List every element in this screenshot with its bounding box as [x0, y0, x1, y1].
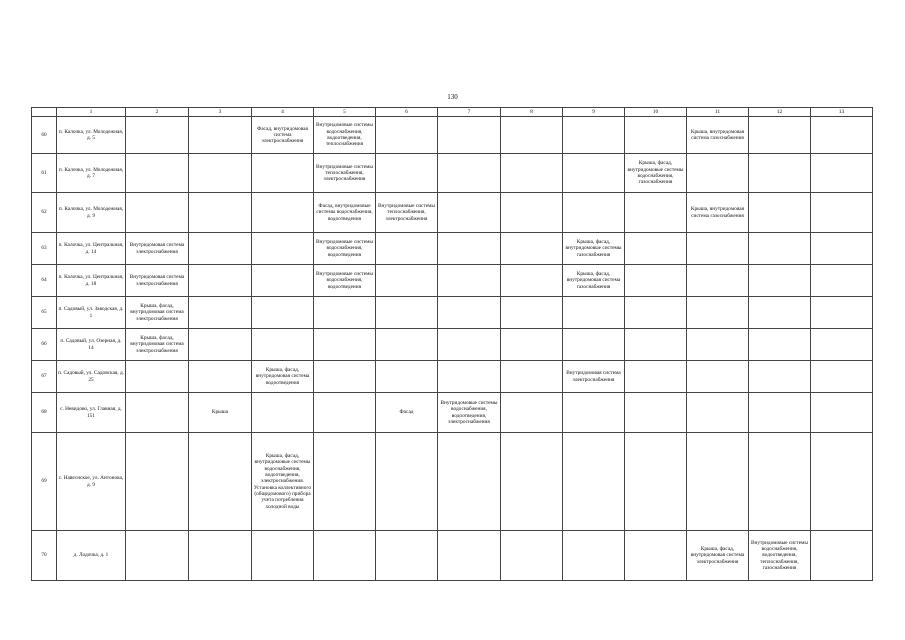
work-cell: [811, 361, 873, 393]
work-cell: [811, 329, 873, 361]
work-cell: [749, 393, 811, 433]
table-row: [32, 329, 873, 361]
work-cell: [501, 154, 563, 193]
work-cell: [189, 433, 252, 531]
row-number: 62: [32, 193, 57, 233]
work-cell: Внутридомовая система электроснабжения: [563, 361, 625, 393]
table-row: [32, 154, 873, 193]
work-cell: [252, 193, 314, 233]
column-header: 1: [57, 108, 126, 117]
table-row: [32, 233, 873, 265]
column-header: 7: [438, 108, 501, 117]
work-cell: [563, 297, 625, 329]
work-cell: [126, 117, 189, 154]
work-cell: Внутридомовая система электроснабжения: [126, 265, 189, 297]
work-cell: Фасад, внутридомовая система электроснабжения: [252, 117, 314, 154]
work-cell: [126, 393, 189, 433]
work-cell: [252, 297, 314, 329]
work-cell: [438, 297, 501, 329]
work-cell: [749, 233, 811, 265]
work-cell: [749, 361, 811, 393]
work-cell: [376, 233, 438, 265]
table-row: [32, 393, 873, 433]
page-number: 130: [447, 93, 458, 101]
address-cell: п. Садовый, ул. Садовская, д. 25: [57, 361, 126, 393]
work-cell: [811, 393, 873, 433]
work-cell: [252, 329, 314, 361]
column-header: 2: [126, 108, 189, 117]
work-cell: [687, 393, 749, 433]
work-cell: Крыша, фасад, внутридомовая система электроснабжения: [126, 297, 189, 329]
work-cell: [189, 117, 252, 154]
work-cell: Крыша: [189, 393, 252, 433]
work-cell: [687, 329, 749, 361]
work-cell: [687, 297, 749, 329]
work-cell: [749, 433, 811, 531]
address-cell: п. Калочка, ул. Молодежная, д. 5: [57, 117, 126, 154]
works-table: [31, 107, 873, 581]
work-cell: [314, 329, 376, 361]
work-cell: [625, 117, 687, 154]
work-cell: Внутридомовые системы водоснабжения, водоотведения, теплоснабжения: [314, 117, 376, 154]
column-header: 10: [625, 108, 687, 117]
work-cell: [501, 393, 563, 433]
work-cell: [314, 531, 376, 581]
table-row: [32, 297, 873, 329]
address-cell: п. Калочка, ул. Центральная, д. 14: [57, 233, 126, 265]
work-cell: [189, 265, 252, 297]
column-header: 3: [189, 108, 252, 117]
work-cell: [438, 117, 501, 154]
work-cell: [687, 233, 749, 265]
work-cell: [189, 233, 252, 265]
work-cell: [501, 265, 563, 297]
work-cell: [314, 433, 376, 531]
work-cell: Внутридомовые системы теплоснабжения, электроснабжения: [376, 193, 438, 233]
work-cell: [438, 361, 501, 393]
work-cell: Крыша, фасад, внутридомовая система водоотведения: [252, 361, 314, 393]
address-cell: п. Садовый, ул. Озерная, д. 14: [57, 329, 126, 361]
column-header: 8: [501, 108, 563, 117]
column-header: 6: [376, 108, 438, 117]
work-cell: Крыша, фасад, внутридомовые системы водоснабжения, водоотведения, электроснабжения. Установка коллективного (общедомового) прибора учета потребления холодной воды: [252, 433, 314, 531]
work-cell: Внутридомовые системы теплоснабжения, электроснабжения: [314, 154, 376, 193]
table-row: [32, 361, 873, 393]
column-header: 5: [314, 108, 376, 117]
work-cell: [252, 393, 314, 433]
work-cell: Внутридомовая система электроснабжения: [126, 233, 189, 265]
work-cell: [376, 329, 438, 361]
work-cell: [501, 117, 563, 154]
work-cell: Крыша, фасад, внутридомовая система электроснабжения: [687, 531, 749, 581]
address-cell: с. Невидово, ул. Главная, д. 151: [57, 393, 126, 433]
work-cell: [625, 193, 687, 233]
column-header: 9: [563, 108, 625, 117]
work-cell: [438, 531, 501, 581]
work-cell: [252, 265, 314, 297]
work-cell: [811, 193, 873, 233]
work-cell: [811, 531, 873, 581]
column-header-row: [32, 108, 873, 117]
work-cell: [126, 154, 189, 193]
row-number: 60: [32, 117, 57, 154]
work-cell: [189, 297, 252, 329]
work-cell: [376, 433, 438, 531]
work-cell: [501, 531, 563, 581]
table-row: [32, 531, 873, 581]
work-cell: [376, 154, 438, 193]
work-cell: [501, 233, 563, 265]
work-cell: [438, 265, 501, 297]
work-cell: Крыша, фасад, внутридомовая система газоснабжения: [563, 265, 625, 297]
address-cell: с. Навеснское, ул. Антонова, д. 9: [57, 433, 126, 531]
work-cell: [438, 329, 501, 361]
work-cell: [501, 433, 563, 531]
table-row: [32, 193, 873, 233]
table-row: [32, 117, 873, 154]
work-cell: [126, 361, 189, 393]
address-cell: п. Калочка, ул. Центральная, д. 18: [57, 265, 126, 297]
work-cell: [501, 297, 563, 329]
work-cell: [749, 329, 811, 361]
work-cell: Внутридомовые системы водоснабжения, водоотведения, теплоснабжения, газоснабжения: [749, 531, 811, 581]
work-cell: [625, 297, 687, 329]
column-header: [32, 108, 57, 117]
work-cell: [625, 433, 687, 531]
work-cell: [563, 433, 625, 531]
work-cell: [438, 193, 501, 233]
work-cell: [811, 265, 873, 297]
row-number: 61: [32, 154, 57, 193]
work-cell: [376, 265, 438, 297]
address-cell: д. Лодочка, д. 1: [57, 531, 126, 581]
work-cell: [749, 154, 811, 193]
work-cell: [314, 393, 376, 433]
row-number: 69: [32, 433, 57, 531]
work-cell: [189, 193, 252, 233]
work-cell: [252, 154, 314, 193]
work-cell: [625, 361, 687, 393]
work-cell: [314, 361, 376, 393]
address-cell: п. Калочка, ул. Молодежная, д. 7: [57, 154, 126, 193]
work-cell: [811, 297, 873, 329]
work-cell: [563, 329, 625, 361]
work-cell: [376, 297, 438, 329]
column-header: 11: [687, 108, 749, 117]
work-cell: [625, 531, 687, 581]
work-cell: [563, 193, 625, 233]
address-cell: п. Калочка, ул. Молодежная, д. 9: [57, 193, 126, 233]
work-cell: [749, 193, 811, 233]
row-number: 63: [32, 233, 57, 265]
work-cell: [126, 193, 189, 233]
work-cell: [126, 433, 189, 531]
work-cell: [501, 193, 563, 233]
work-cell: [749, 265, 811, 297]
work-cell: [376, 531, 438, 581]
table-row: [32, 433, 873, 531]
work-cell: Крыша, внутридомовая система газоснабжения: [687, 117, 749, 154]
work-cell: [314, 297, 376, 329]
work-cell: [501, 361, 563, 393]
work-cell: Внутридомовые системы водоснабжения, водоотведения: [314, 233, 376, 265]
work-cell: [811, 154, 873, 193]
work-cell: Фасад, внутридомовые системы водоснабжения, водоотведения: [314, 193, 376, 233]
work-cell: [687, 154, 749, 193]
work-cell: Фасад: [376, 393, 438, 433]
row-number: 70: [32, 531, 57, 581]
work-cell: [252, 233, 314, 265]
work-cell: Внутридомовые системы водоснабжения, водоотведения: [314, 265, 376, 297]
work-cell: [687, 361, 749, 393]
work-cell: [811, 117, 873, 154]
work-cell: [687, 265, 749, 297]
work-cell: [438, 154, 501, 193]
work-cell: [563, 117, 625, 154]
work-cell: [252, 531, 314, 581]
work-cell: [189, 154, 252, 193]
work-cell: Крыша, фасад, внутридомовые системы водоснабжения, газоснабжения: [625, 154, 687, 193]
work-cell: [376, 361, 438, 393]
work-cell: [189, 329, 252, 361]
work-cell: [376, 117, 438, 154]
work-cell: Крыша, фасад, внутридомовая система электроснабжения: [126, 329, 189, 361]
work-cell: Внутридомовые системы водоснабжения, водоотведения, электроснабжения: [438, 393, 501, 433]
row-number: 67: [32, 361, 57, 393]
row-number: 66: [32, 329, 57, 361]
work-cell: [501, 329, 563, 361]
work-cell: [563, 393, 625, 433]
work-cell: [811, 233, 873, 265]
work-cell: [625, 393, 687, 433]
work-cell: [438, 233, 501, 265]
address-cell: п. Садовый, ул. Заводская, д. 1: [57, 297, 126, 329]
work-cell: Крыша, фасад, внутридомовые системы газоснабжения: [563, 233, 625, 265]
column-header: 4: [252, 108, 314, 117]
row-number: 68: [32, 393, 57, 433]
column-header: 12: [749, 108, 811, 117]
work-cell: [563, 531, 625, 581]
work-cell: [563, 154, 625, 193]
work-cell: [438, 433, 501, 531]
row-number: 64: [32, 265, 57, 297]
work-cell: [625, 265, 687, 297]
row-number: 65: [32, 297, 57, 329]
work-cell: [811, 433, 873, 531]
column-header: 13: [811, 108, 873, 117]
work-cell: [189, 531, 252, 581]
work-cell: [189, 361, 252, 393]
work-cell: [625, 233, 687, 265]
work-cell: [625, 329, 687, 361]
work-cell: [749, 297, 811, 329]
work-cell: [687, 433, 749, 531]
work-cell: Крыша, внутридомовая система газоснабжения: [687, 193, 749, 233]
work-cell: [126, 531, 189, 581]
work-cell: [749, 117, 811, 154]
table-row: [32, 265, 873, 297]
